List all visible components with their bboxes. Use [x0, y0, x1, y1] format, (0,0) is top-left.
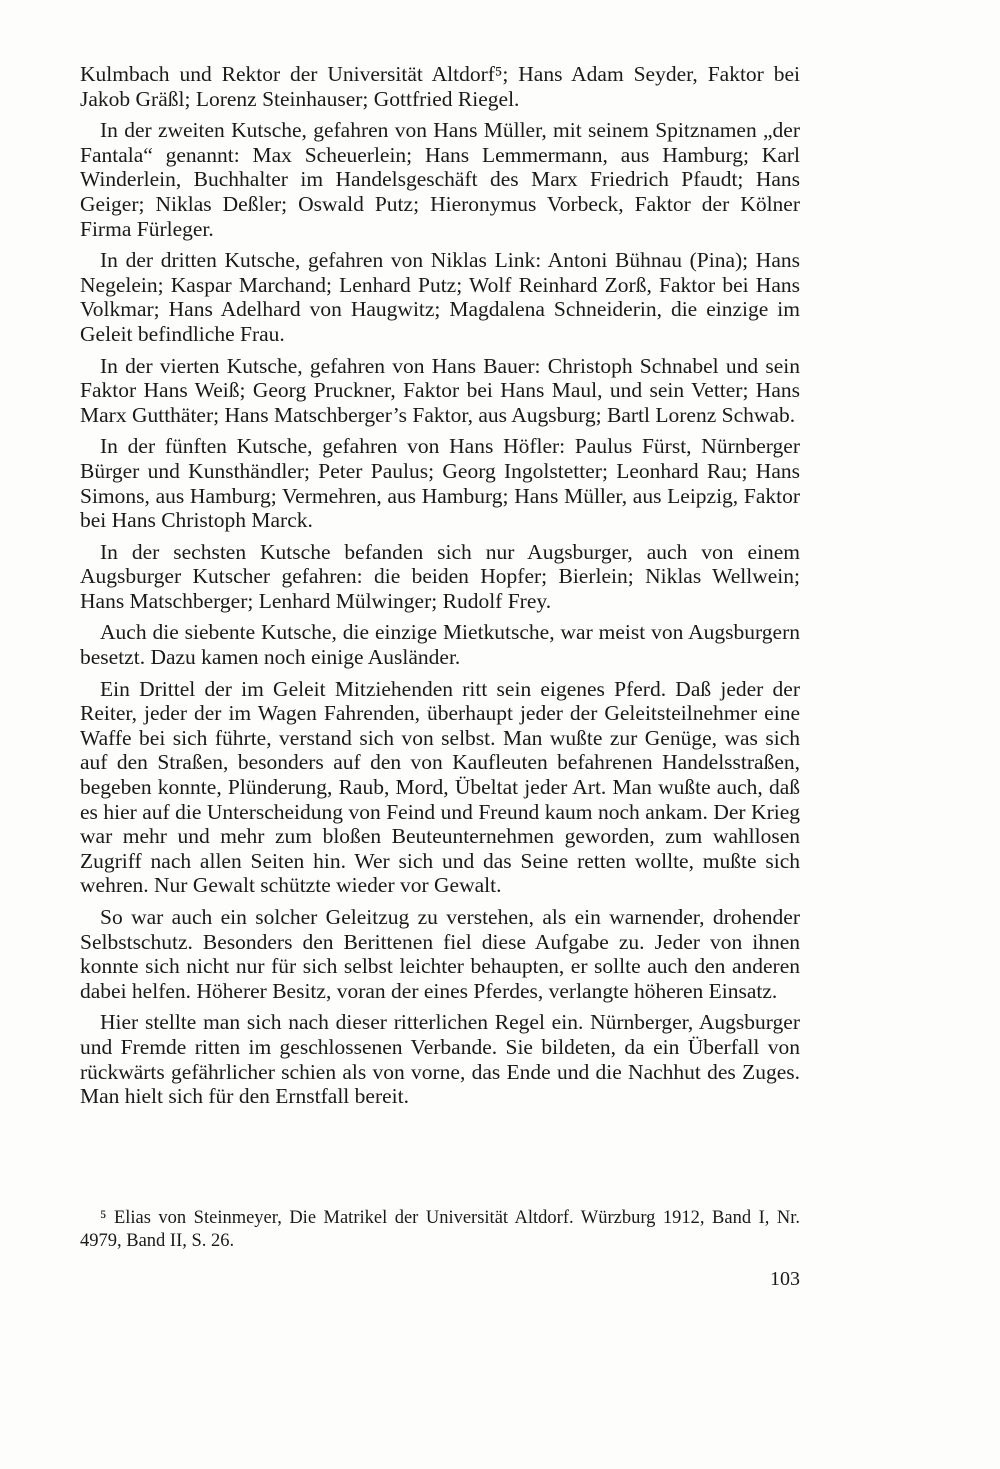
- footnote: [80, 1207, 800, 1253]
- paragraph-4: In der vierten Kutsche, gefahren von Hans Bauer: Christoph Schnabel und sein Faktor Hans Weiß; Georg Pruckner, Faktor bei Hans Maul, und sein Vetter; Hans Marx Gutthäter; Hans Matschberger’s Faktor, aus Augsburg; Bartl Lorenz Schwab.: [80, 353, 800, 427]
- body-text: [80, 62, 800, 1116]
- paragraph-9: So war auch ein solcher Geleitzug zu verstehen, als ein warnender, drohender Selbstschutz. Besonders den Berittenen fiel diese Aufgabe zu. Jeder von ihnen konnte sich nicht nur für sich selbst leichter behaupten, er sollte auch den anderen dabei helfen. Höherer Besitz, voran der eines Pferdes, verlangte höheren Einsatz.: [80, 905, 800, 1003]
- paragraph-3: In der dritten Kutsche, gefahren von Niklas Link: Antoni Bühnau (Pina); Hans Negelein; Kaspar Marchand; Lenhard Putz; Wolf Reinhard Zorß, Faktor bei Hans Volkmar; Hans Adelhard von Haugwitz; Magdalena Schneiderin, die einzige im Geleit befindliche Frau.: [80, 248, 800, 346]
- paragraph-1: Kulmbach und Rektor der Universität Altdorf⁵; Hans Adam Seyder, Faktor bei Jakob Gräßl; Lorenz Steinhauser; Gottfried Riegel.: [80, 62, 800, 111]
- paragraph-2: In der zweiten Kutsche, gefahren von Hans Müller, mit seinem Spitznamen „der Fantala“ genannt: Max Scheuerlein; Hans Lemmermann, aus Hamburg; Karl Winderlein, Buchhalter im Handelsgeschäft des Marx Friedrich Pfaudt; Hans Geiger; Niklas Deßler; Oswald Putz; Hieronymus Vorbeck, Faktor der Kölner Firma Fürleger.: [80, 118, 800, 241]
- paragraph-5: In der fünften Kutsche, gefahren von Hans Höfler: Paulus Fürst, Nürnberger Bürger und Kunsthändler; Peter Paulus; Georg Ingolstetter; Leonhard Rau; Hans Simons, aus Hamburg; Vermehren, aus Hamburg; Hans Müller, aus Leipzig, Faktor bei Hans Christoph Marck.: [80, 434, 800, 533]
- paragraph-10: Hier stellte man sich nach dieser ritterlichen Regel ein. Nürnberger, Augsburger und Fremde ritten im geschlossenen Verbande. Sie bildeten, da ein Überfall von rückwärts gefährlicher schien als von vorne, das Ende und die Nachhut des Zuges. Man hielt sich für den Ernstfall bereit.: [80, 1010, 800, 1109]
- footnote-text: ⁵ Elias von Steinmeyer, Die Matrikel der Universität Altdorf. Würzburg 1912, Band I, Nr. 4979, Band II, S. 26.: [80, 1208, 800, 1251]
- page-number: 103: [770, 1268, 800, 1290]
- paragraph-6: In der sechsten Kutsche befanden sich nur Augsburger, auch von einem Augsburger Kutscher gefahren: die beiden Hopfer; Bierlein; Niklas Wellwein; Hans Matschberger; Lenhard Mülwinger; Rudolf Frey.: [80, 539, 800, 613]
- paragraph-8: Ein Drittel der im Geleit Mitziehenden ritt sein eigenes Pferd. Daß jeder der Reiter, jeder der im Wagen Fahrenden, überhaupt jeder der Geleitsteilnehmer eine Waffe bei sich führte, verstand sich von selbst. Man wußte zur Genüge, was sich auf den Straßen, besonders auf den von Kaufleuten befahrenen Handelsstraßen, begeben konnte, Plünderung, Raub, Mord, Übeltat jeder Art. Man wußte auch, daß es hier auf die Unterscheidung von Feind und Freund kaum noch ankam. Der Krieg war mehr und mehr zum bloßen Beuteunternehmen geworden, zum wahllosen Zugriff nach allen Seiten hin. Wer sich und das Seine retten wollte, mußte sich wehren. Nur Gewalt schützte wieder vor Gewalt.: [80, 676, 800, 898]
- paragraph-7: Auch die siebente Kutsche, die einzige Mietkutsche, war meist von Augsburgern besetzt. Dazu kamen noch einige Ausländer.: [80, 620, 800, 670]
